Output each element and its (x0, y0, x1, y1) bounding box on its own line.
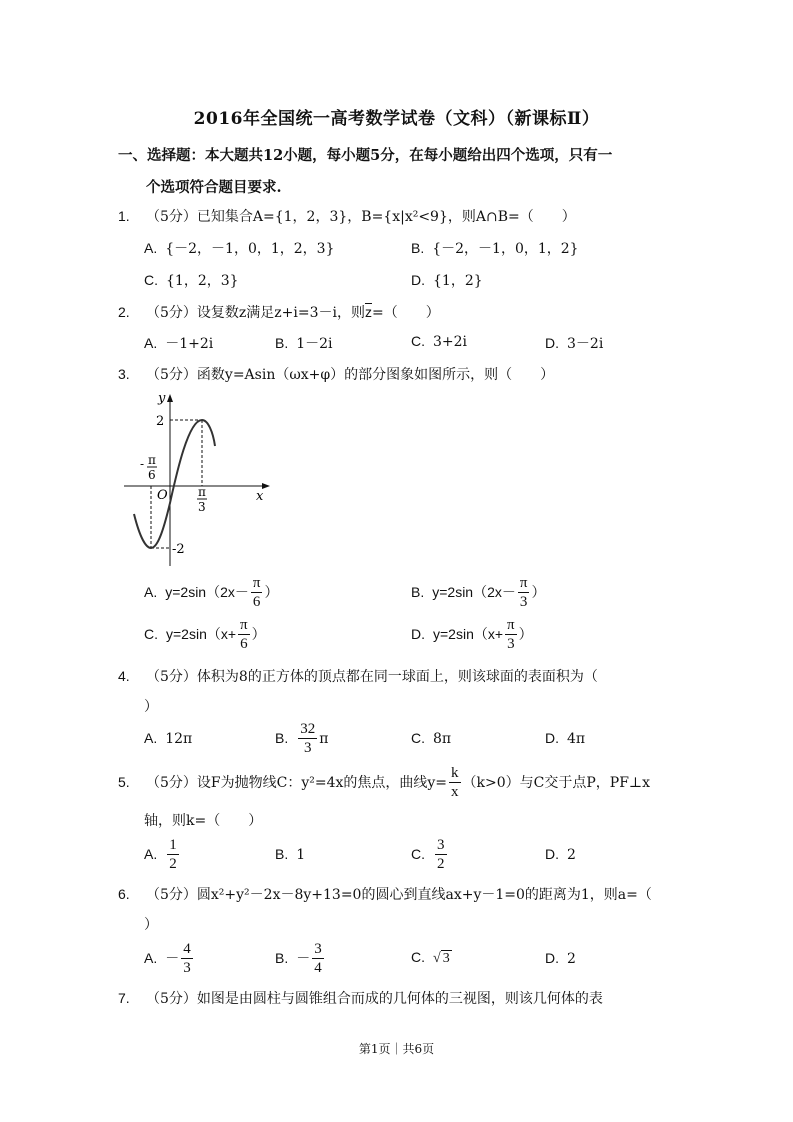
q3-option-a[interactable]: A. y=2sin（2x－ $\frac{\pi}{6}$ ） (144, 575, 279, 610)
question-number: 7. (118, 990, 130, 1006)
question-2: 2. （5分）设复数z满足z+i=3－i，则$\overline{z}=$（ ） (118, 304, 440, 321)
q5-option-a[interactable]: A. $\frac{1}{2}$ (144, 837, 177, 872)
x-axis-label: x (256, 489, 264, 504)
question-5: 5. （5分）设F为抛物线C：y²=4x的焦点，曲线y= $\frac{k}{x}$ （k>0）与C交于点P，PF⊥x (118, 765, 650, 800)
fraction: $\frac{3}{4}$ (314, 941, 322, 976)
q1-option-d[interactable]: D. {1，2} (411, 272, 483, 289)
x-left-den: 6 (148, 468, 156, 482)
question-text: （5分）已知集合A={1，2，3}，B={x|x²<9}，则A∩B=（ ） (146, 209, 576, 225)
q4-option-a[interactable]: A. 12π (144, 730, 193, 747)
question-6-continued: ） (144, 917, 158, 933)
y-max-label: 2 (156, 414, 165, 429)
q6-option-a[interactable]: A. － $\frac{4}{3}$ (144, 941, 191, 976)
square-root: √ 3 (433, 951, 450, 966)
q6-option-b[interactable]: B. － $\frac{3}{4}$ (275, 941, 322, 976)
question-3: 3. （5分）函数y=Asin（ωx+φ）的部分图象如图所示，则（ ） (118, 366, 555, 383)
question-number: 3. (118, 366, 130, 382)
question-6: 6. （5分）圆x²+y²－2x－8y+13=0的圆心到直线ax+y－1=0的距离为1，则a=（ (118, 886, 652, 903)
q1-option-c[interactable]: C. {1，2，3} (144, 272, 239, 289)
fraction: $\frac{\pi}{3}$ (507, 617, 515, 652)
fraction: $\frac{4}{3}$ (183, 941, 191, 976)
q2-option-a[interactable]: A. －1+2i (144, 335, 214, 352)
section-heading-continued: 个选项符合题目要求. (146, 179, 282, 196)
page-footer: 第1页｜共6页 (358, 1042, 435, 1056)
question-4-continued: ） (144, 699, 158, 715)
question-number: 1. (118, 208, 130, 224)
q4-option-c[interactable]: C. 8π (411, 730, 452, 747)
q2-option-d[interactable]: D. 3－2i (545, 335, 604, 352)
question-number: 6. (118, 886, 130, 902)
x-left-sign: - (140, 457, 145, 471)
fraction: $\frac{\pi}{3}$ (519, 575, 528, 610)
question-number: 2. (118, 304, 130, 320)
question-1 (118, 206, 576, 226)
fraction: $\frac{32}{3}$ (300, 721, 316, 756)
q5-option-c[interactable]: C. $\frac{3}{2}$ (411, 837, 445, 872)
section-heading: 一、选择题：本大题共12小题，每小题5分，在每小题给出四个选项，只有一 (118, 147, 613, 164)
fraction: $\frac{\pi}{6}$ (252, 575, 261, 610)
y-axis-label: y (158, 391, 166, 406)
q3-option-c[interactable]: C. y=2sin（x+ $\frac{\pi}{6}$ ） (144, 617, 266, 652)
sine-curve (134, 420, 215, 548)
page-title: 2016年全国统一高考数学试卷（文科）（新课标Ⅱ） (193, 109, 600, 129)
q6-option-c[interactable]: C. √ 3 (411, 949, 450, 966)
q4-option-d[interactable]: D. 4π (545, 730, 586, 747)
q6-option-d[interactable]: D. 2 (545, 950, 576, 967)
question-7: 7. （5分）如图是由圆柱与圆锥组合而成的几何体的三视图，则该几何体的表 (118, 990, 603, 1007)
q3-option-b[interactable]: B. y=2sin（2x－ $\frac{\pi}{3}$ ） (411, 575, 546, 610)
question-number: 5. (118, 774, 130, 790)
question-4: 4. （5分）体积为8的正方体的顶点都在同一球面上，则该球面的表面积为（ (118, 668, 598, 685)
question-5-continued: 轴，则k=（ ） (144, 813, 263, 829)
x-left-num: π (148, 453, 156, 467)
x-right-den: 3 (198, 500, 206, 514)
y-min-label: -2 (172, 542, 185, 557)
conjugate-z: $\overline{z}$ (364, 304, 372, 320)
fraction: $\frac{1}{2}$ (169, 837, 177, 872)
q1-option-a[interactable]: A. {－2，－1，0，1，2，3} (144, 240, 335, 257)
origin-label: O (157, 488, 168, 503)
q5-option-b[interactable]: B. 1 (275, 846, 306, 863)
q5-option-d[interactable]: D. 2 (545, 846, 576, 863)
q2-option-b[interactable]: B. 1－2i (275, 335, 333, 352)
sine-graph-figure (118, 388, 278, 573)
q3-option-d[interactable]: D. y=2sin（x+ $\frac{\pi}{3}$ ） (411, 617, 533, 652)
fraction: $\frac{3}{2}$ (437, 837, 445, 872)
q1-option-b[interactable]: B. {－2，－1，0，1，2} (411, 240, 579, 257)
fraction: $\frac{k}{x}$ (451, 765, 459, 800)
fraction: $\frac{\pi}{6}$ (240, 617, 248, 652)
q2-option-c[interactable]: C. 3+2i (411, 333, 468, 350)
x-right-num: π (198, 485, 206, 499)
q4-option-b[interactable]: B. $\frac{32}{3}$ π (275, 721, 329, 756)
question-number: 4. (118, 668, 130, 684)
y-axis-arrow (167, 394, 173, 402)
